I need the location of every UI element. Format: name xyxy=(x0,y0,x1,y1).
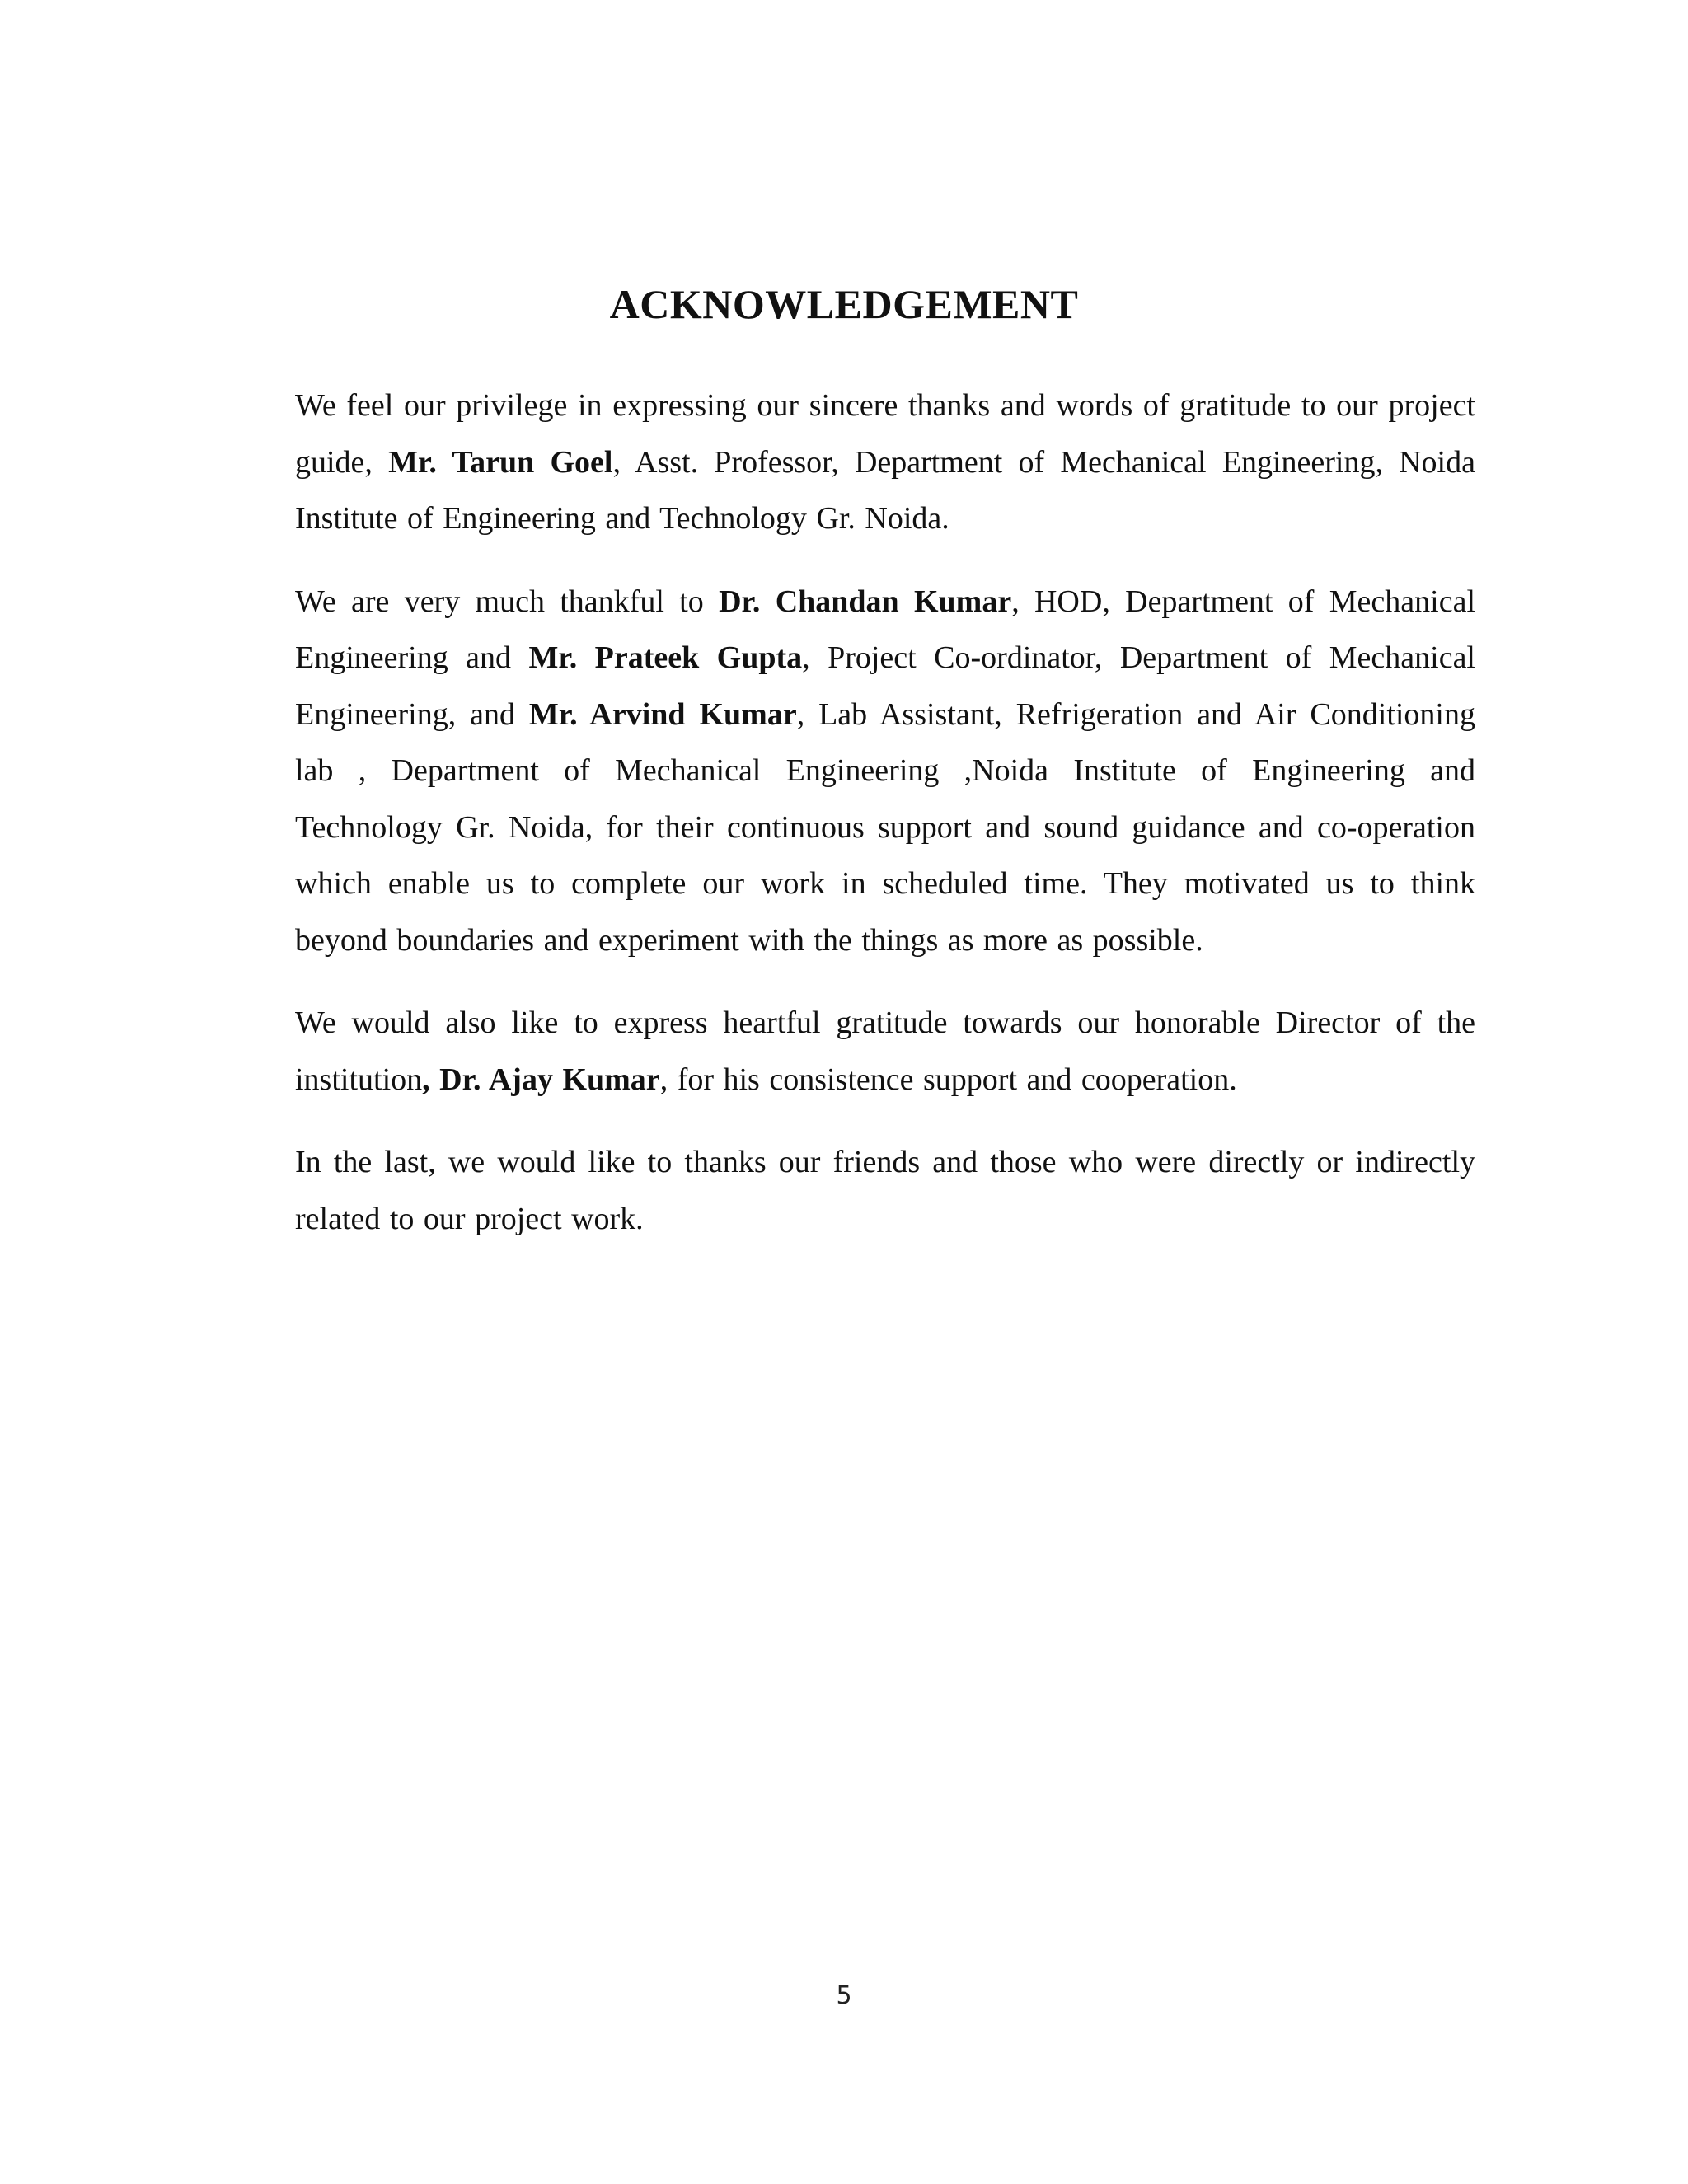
name-chandan-kumar: Dr. Chandan Kumar xyxy=(719,583,1012,619)
text-segment: We would also like to express heartful gratitude towards our honorable Director of the institution xyxy=(295,1005,1475,1097)
text-segment: We are very much thankful to xyxy=(295,583,720,619)
text-segment: , for his consistence support and cooperation. xyxy=(659,1062,1237,1097)
name-arvind-kumar: Mr. Arvind Kumar xyxy=(528,696,797,732)
page-title: ACKNOWLEDGEMENT xyxy=(609,281,1079,327)
name-ajay-kumar: , Dr. Ajay Kumar xyxy=(422,1062,660,1097)
text-segment: , Asst. Professor, Department of Mechanical Engineering, Noida Institute of Engineering and Technology Gr. Noida. xyxy=(295,444,1475,536)
paragraph-director-thanks xyxy=(295,995,1475,1108)
name-prateek-gupta: Mr. Prateek Gupta xyxy=(528,640,803,675)
acknowledgement-body xyxy=(295,377,1475,1273)
paragraph-staff-thanks xyxy=(295,574,1475,969)
text-segment: , Project Co-ordinator, Department of Mechanical Engineering, and xyxy=(295,640,1475,732)
paragraph-guide-thanks xyxy=(295,377,1475,547)
page-number: 5 xyxy=(836,1981,852,2010)
text-segment: We feel our privilege in expressing our sincere thanks and words of gratitude to our project guide, xyxy=(295,388,1475,480)
paragraph-friends-thanks xyxy=(295,1134,1475,1247)
text-segment: In the last, we would like to thanks our friends and those who were directly or indirectly related to our project work. xyxy=(295,1145,1475,1236)
text-segment: , Lab Assistant, Refrigeration and Air Conditioning lab , Department of Mechanical Engineering ,Noida Institute of Engineering and Technology Gr. Noida, for their continuous support and sound guidance and co-operation which enable us to complete our work in scheduled time. They motivated us to think beyond boundaries and experiment with the things as more as possible. xyxy=(295,696,1475,958)
text-segment: , HOD, Department of Mechanical Engineering and xyxy=(295,583,1475,675)
name-tarun-goel: Mr. Tarun Goel xyxy=(388,444,613,480)
